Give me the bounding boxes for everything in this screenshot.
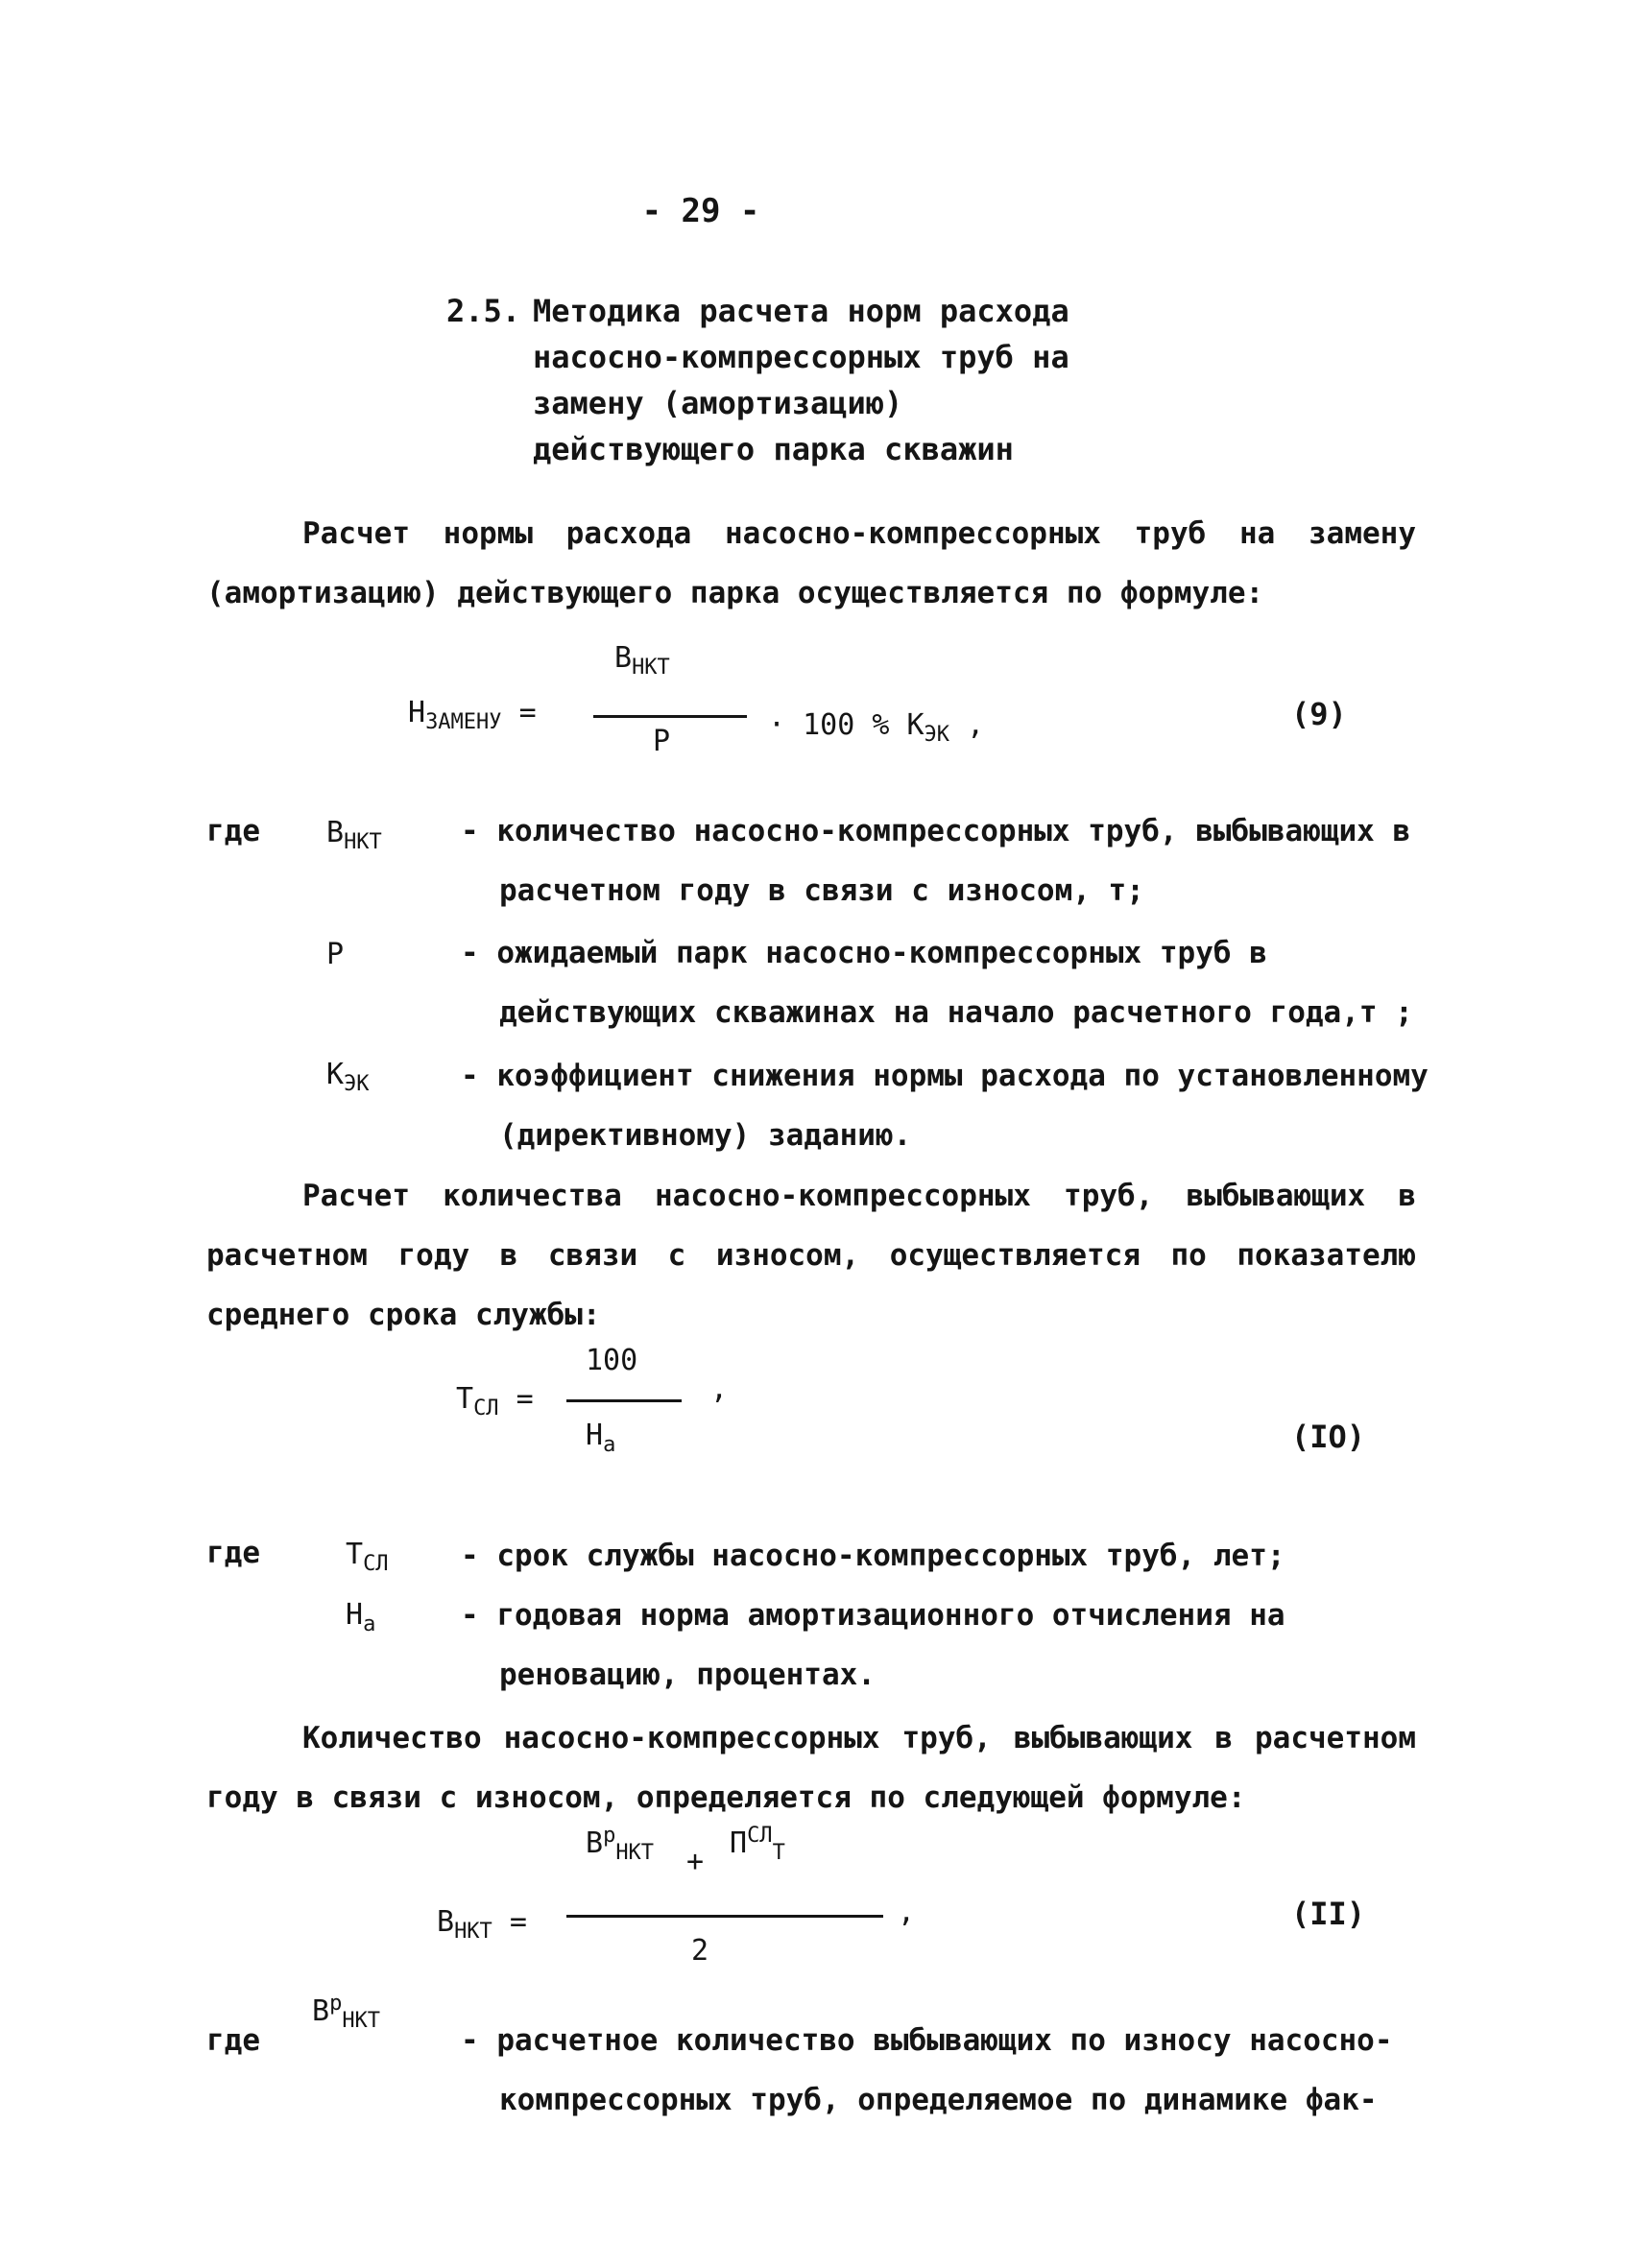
paragraph-service-life: Расчет количества насосно-компрессорных труб, выбывающих в расчетном году в связи с износом, осуществляется по показателю среднего срока службы:: [206, 1179, 1416, 1332]
section-title: Методика расчета норм расхода насосно-компрессорных труб на замену (амортизацию) действующего парка скважин: [533, 293, 1069, 467]
formula-11-fraction-bar: [566, 1915, 883, 1918]
formula-10-denominator: $Н_а$: [586, 1419, 616, 1457]
formula-10-lhs: $Т_{СЛ}$ =: [456, 1382, 534, 1420]
formula-9-lhs: $Н_{ЗАМЕНУ}$ =: [408, 696, 537, 734]
formula-9-number: (9): [1291, 696, 1347, 732]
formula-11-denominator: 2: [691, 1934, 709, 1968]
formula-11-lhs: $В_{НКТ}$ =: [437, 1905, 527, 1944]
def-9-1-symbol: $В_{НКТ}$: [326, 816, 382, 854]
def-9-3-text: - коэффициент снижения нормы расхода по установленному (директивному) заданию.: [461, 1059, 1429, 1153]
section-number: 2.5.: [446, 293, 521, 329]
paragraph-intro: Расчет нормы расхода насосно-компрессорных труб на замену (амортизацию) действующего парка осуществляется по формуле:: [206, 516, 1416, 610]
def-9-2-text: - ожидаемый парк насосно-компрессорных труб в действующих скважинах на начало расчетного года,т ;: [461, 936, 1413, 1030]
def-10-2-text: - годовая норма амортизационного отчисления на реновацию, процентах.: [461, 1598, 1285, 1692]
formula-10-end: ,: [710, 1373, 729, 1406]
formula-11-number: (II): [1291, 1896, 1366, 1932]
formula-9-denominator: Р: [653, 725, 671, 758]
formula-11-plus: +: [686, 1845, 705, 1878]
def-10-1-text: - срок службы насосно-компрессорных труб, лет;: [461, 1539, 1285, 1573]
formula-10-number: (IO): [1291, 1419, 1366, 1455]
def-11-1-text: - расчетное количество выбывающих по износу насосно-компрессорных труб, определяемое по динамике фак-: [461, 2023, 1393, 2117]
def-11-1-symbol: $В^р_{НКТ}$: [312, 1992, 381, 2033]
def-9-2-symbol: Р: [326, 938, 345, 971]
where-label-10: где: [206, 1536, 260, 1570]
formula-9-numerator: $В_{НКТ}$: [614, 641, 670, 680]
def-10-1-symbol: $Т_{СЛ}$: [346, 1538, 389, 1576]
formula-11-end: ,: [898, 1896, 916, 1929]
def-9-1-text: - количество насосно-компрессорных труб, выбывающих в расчетном году в связи с износом, т;: [461, 814, 1411, 908]
formula-11-numerator-b: $П^{СЛ}_Т$: [730, 1824, 785, 1865]
def-9-3-symbol: $К_{ЭК}$: [326, 1058, 370, 1096]
formula-10-numerator: 100: [586, 1344, 638, 1377]
def-10-2-symbol: $Н_а$: [346, 1598, 376, 1636]
formula-9-fraction-bar: [593, 715, 747, 718]
paragraph-quantity: Количество насосно-компрессорных труб, выбывающих в расчетном году в связи с износом, определяется по следующей формуле:: [206, 1721, 1416, 1815]
formula-11-numerator-a: $В^р_{НКТ}$: [586, 1824, 655, 1865]
where-label-11: где: [206, 2023, 260, 2058]
formula-9-tail: · 100 % $К_{ЭК}$ ,: [768, 708, 985, 747]
where-label-9: где: [206, 814, 260, 848]
page-number: - 29 -: [641, 192, 760, 230]
formula-10-fraction-bar: [566, 1399, 682, 1402]
section-heading: [446, 288, 1138, 472]
